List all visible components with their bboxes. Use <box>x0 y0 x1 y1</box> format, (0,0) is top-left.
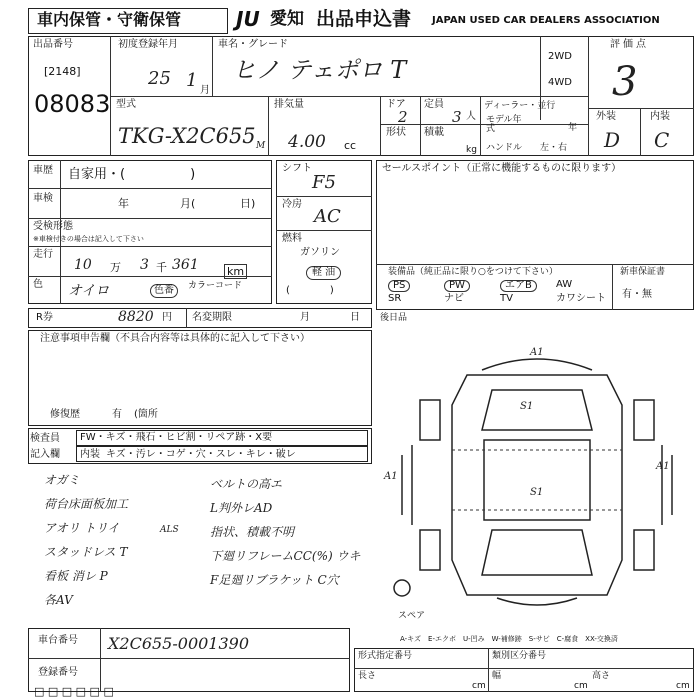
interior-value: C <box>654 128 670 152</box>
repair-value: 有 <box>112 409 122 420</box>
rating-value: 3 <box>612 59 638 105</box>
handwritten-note-right: ベルトの高エ <box>210 477 283 491</box>
fuel-label: 燃料 <box>282 233 302 244</box>
model-label: 型式 <box>116 99 136 110</box>
mileage-sen-unit: 千 <box>156 261 167 274</box>
equipment-item: ナビ <box>444 293 464 304</box>
car-name-label: 車名・グレード <box>218 39 288 50</box>
shape-label: 形状 <box>386 127 406 138</box>
recycle-unit: 円 <box>162 312 172 323</box>
mileage-man-unit: 万 <box>110 261 121 274</box>
registration-month-unit: 月 <box>200 85 210 96</box>
fuel-gasoline: ガソリン <box>300 247 340 258</box>
exterior-value: D <box>604 128 621 152</box>
equipment-label: 装備品（純正品に限り○をつけて下さい） <box>388 267 558 277</box>
handwritten-note-left: アオリ トリイ <box>44 521 120 535</box>
car-damage-diagram <box>372 330 700 610</box>
association-name: JAPAN USED CAR DEALERS ASSOCIATION <box>432 15 660 26</box>
accept-form-note: ※車検付きの場合は記入して下さい <box>33 235 144 243</box>
equipment-item: エアB <box>500 280 537 292</box>
ju-logo: JU <box>236 7 260 31</box>
bottom-checkboxes: □ □ □ □ □ □ <box>34 685 114 698</box>
storage-label: 車内保管・守衛保管 <box>37 10 182 29</box>
model-suffix: M <box>256 141 266 151</box>
length-label: 長さ <box>358 671 377 681</box>
shift-value: F5 <box>312 172 336 193</box>
length-unit: cm <box>472 681 486 691</box>
drive-2wd: 2WD <box>548 51 572 62</box>
capacity-label: 定員 <box>424 99 444 110</box>
width-label: 幅 <box>492 671 502 681</box>
chassis-label: 車台番号 <box>38 635 78 646</box>
handwritten-note-left: スタッドレス T <box>44 545 128 559</box>
color-no-label: 色番 <box>150 284 178 298</box>
model-value: TKG-X2C655 <box>118 124 256 148</box>
handwritten-note-left: オガミ <box>44 473 80 487</box>
equipment-item: SR <box>388 293 402 304</box>
height-unit: cm <box>676 681 690 691</box>
selling-points-label: セールスポイント（正常に機能するものに限ります） <box>382 163 622 174</box>
mileage-unit: km <box>224 264 247 279</box>
model-year-label: モデル年式 <box>486 115 522 134</box>
inspector-row2: キズ・汚レ・コゲ・穴・スレ・キレ・破レ <box>106 449 296 460</box>
shift-label: シフト <box>282 163 312 174</box>
form-spec-class-label: 類別区分番号 <box>492 651 547 661</box>
load-unit: kg <box>466 145 477 155</box>
tags-label: 後日品 <box>380 313 408 323</box>
warranty-value: 有・無 <box>622 289 652 300</box>
diagram-label-a1-left: A1 <box>384 471 398 482</box>
aircon-label: 冷房 <box>282 199 302 210</box>
dealer-label: ディーラー・並行 <box>484 101 556 111</box>
handwritten-note-left: 荷台床面板加工 <box>44 497 129 511</box>
repair-bracket: (箇所 <box>134 409 158 420</box>
handwritten-note-right: 指状、積載不明 <box>210 525 295 539</box>
inspection-label: 車検 <box>33 193 53 204</box>
handwritten-note-right: 下廻リフレームCC(%) ウキ <box>210 549 361 563</box>
displacement-value: 4.00 <box>288 132 326 152</box>
fuel-paren: ( ) <box>286 285 334 296</box>
doors-label: ドア <box>386 99 406 110</box>
exterior-label: 外装 <box>596 111 616 122</box>
handwritten-note-right: F足廻リブラケット C穴 <box>210 573 339 587</box>
accept-form-label: 受検形態 <box>33 221 73 232</box>
handwritten-note-right: L判外レAD <box>210 501 273 515</box>
form-spec-label: 形式指定番号 <box>358 651 413 661</box>
displacement-unit: cc <box>344 139 357 152</box>
registration-month: 1 <box>186 70 198 91</box>
aircon-value: AC <box>314 206 341 227</box>
capacity-unit: 人 <box>466 111 476 122</box>
chassis-value: X2C655-0001390 <box>108 634 250 653</box>
registration-year: 25 <box>148 68 171 89</box>
form-title: 出品申込書 <box>316 8 412 30</box>
name-change-day: 日 <box>350 312 360 323</box>
equipment-item: AW <box>556 279 573 290</box>
color-label: 色 <box>33 279 43 290</box>
inspection-day: 日) <box>240 197 256 210</box>
lot-number: 08083 <box>34 90 111 118</box>
recycle-label: R券 <box>36 312 53 323</box>
handle-label: ハンドル <box>486 143 523 153</box>
interior-label: 内装 <box>650 111 670 122</box>
mileage-rest: 361 <box>172 257 199 273</box>
registration-label: 初度登録年月 <box>118 39 178 50</box>
diagram-legend: A-キズ E-エクボ U-凹み W-補修跡 S-サビ C-腐食 XX-交換済 <box>400 635 618 643</box>
inspection-month: 月( <box>180 197 196 210</box>
mileage-label: 走行 <box>33 249 53 260</box>
drive-4wd: 4WD <box>548 77 572 88</box>
capacity-value: 3 <box>452 108 462 126</box>
reg-number-label: 登録番号 <box>38 667 78 678</box>
diagram-label-a1-right: A1 <box>656 461 670 472</box>
repair-label: 修復歴 <box>50 409 80 420</box>
lot-small-number: [2148] <box>44 65 81 78</box>
handle-value: 左・右 <box>540 143 568 153</box>
equipment-item: PW <box>444 280 470 292</box>
handwritten-note-left: 各AV <box>44 593 73 607</box>
inspector-label: 検査員 <box>30 433 60 444</box>
handwritten-note-left: 看板 消レ P <box>44 569 108 583</box>
color-code-label: カラーコード <box>188 281 243 291</box>
warranty-label: 新車保証書 <box>620 267 666 277</box>
mileage-man: 10 <box>74 257 92 273</box>
color-value: オイロ <box>68 283 110 299</box>
equipment-item: カワシート <box>556 293 606 304</box>
height-label: 高さ <box>592 671 611 681</box>
equipment-grid <box>384 280 610 308</box>
diagram-spare-label: スペア <box>398 611 426 621</box>
displacement-label: 排気量 <box>274 99 304 110</box>
handwritten-mid-note: ALS <box>160 525 179 535</box>
name-change-label: 名変期限 <box>192 312 232 323</box>
equipment-item: TV <box>500 293 513 304</box>
org-name: 愛知 <box>270 9 304 29</box>
history-label: 車歴 <box>33 165 53 176</box>
diagram-label-s1-top: S1 <box>520 401 534 412</box>
inspector-sub-label: 記入欄 <box>30 449 60 460</box>
name-change-month: 月 <box>300 312 310 323</box>
car-name-value: ヒノ テェポロ T <box>232 56 407 84</box>
load-label: 積載 <box>424 127 444 138</box>
mileage-sen: 3 <box>140 257 149 273</box>
inspector-row1: FW・キズ・飛石・ヒビ割・リペア跡・X要 <box>80 432 273 443</box>
diagram-label-s1-mid: S1 <box>530 487 544 498</box>
recycle-value: 8820 <box>118 309 154 325</box>
doors-value: 2 <box>398 108 408 126</box>
history-value: 自家用・( ) <box>68 167 196 182</box>
notes-label: 注意事項申告欄（不具合内容等は具体的に記入して下さい） <box>40 333 310 344</box>
rating-label: 評価点 <box>610 39 649 50</box>
inspector-row2-label: 内装 <box>80 449 100 460</box>
width-unit: cm <box>574 681 588 691</box>
inspection-year: 年 <box>118 197 129 210</box>
lot-label: 出品番号 <box>33 39 73 50</box>
diagram-label-a1-front: A1 <box>530 347 544 358</box>
equipment-item: PS <box>388 280 410 292</box>
fuel-diesel: 軽 油 <box>306 266 341 280</box>
model-year-unit: 年 <box>568 123 578 133</box>
